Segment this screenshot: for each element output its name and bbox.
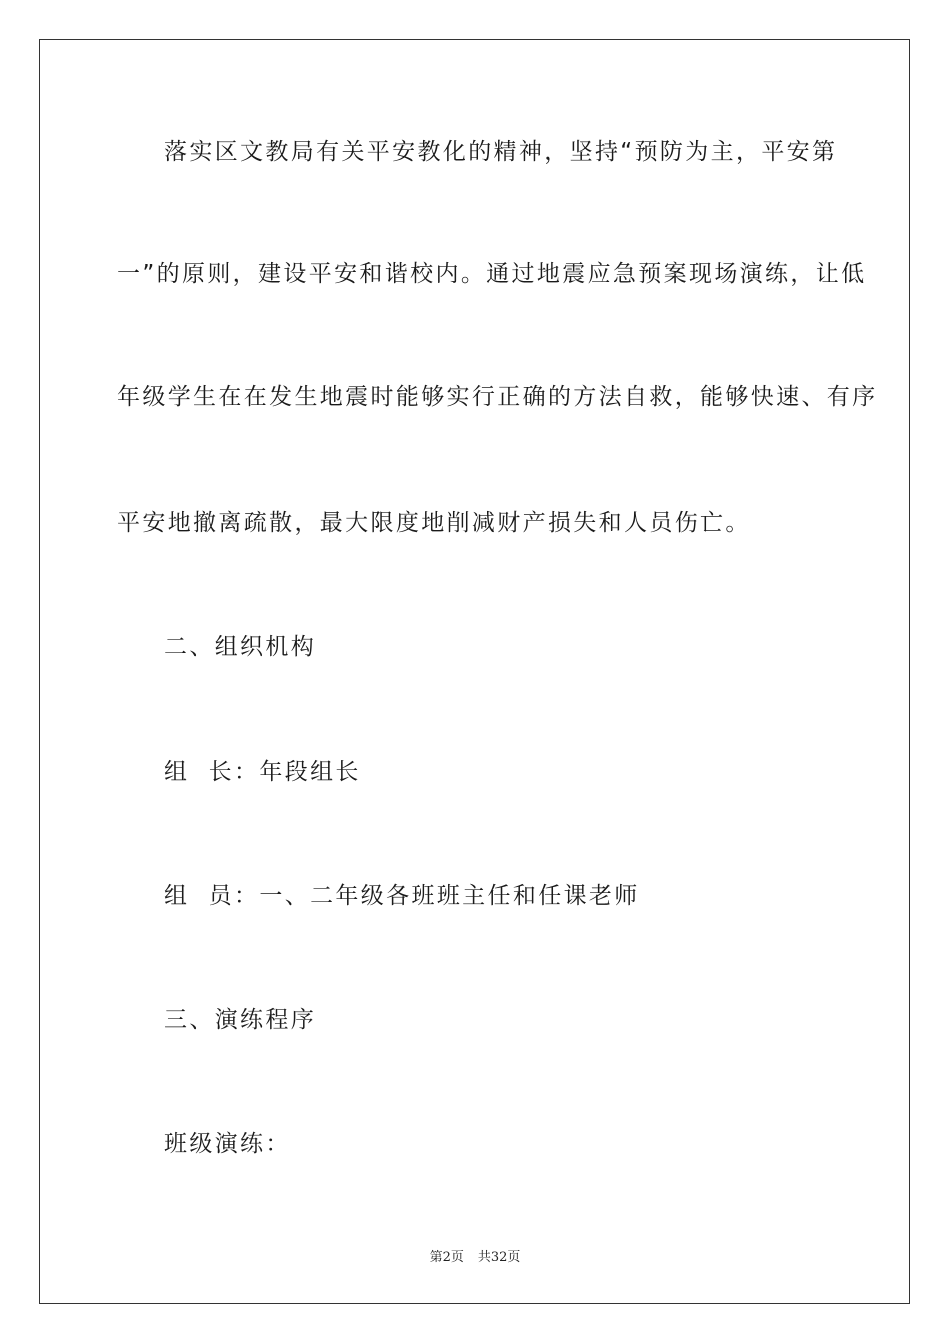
paragraph-line-4: 平安地撤离疏散，最大限度地削减财产损失和人员伤亡。: [117, 510, 751, 536]
page-total: 共32页: [477, 1250, 521, 1265]
leader-line: 组 长：年段组长: [164, 759, 361, 785]
page-border: [39, 39, 910, 1304]
paragraph-line-1: 落实区文教局有关平安教化的精神，坚持“预防为主，平安第: [164, 139, 838, 165]
paragraph-line-2: 一”的原则，建设平安和谐校内。通过地震应急预案现场演练，让低: [117, 261, 867, 287]
member-line: 组 员：一、二年级各班班主任和任课老师: [164, 883, 640, 909]
paragraph-line-3: 年级学生在在发生地震时能够实行正确的方法自救，能够快速、有序: [117, 384, 878, 410]
class-drill-line: 班级演练：: [164, 1131, 291, 1157]
page-number: 第2页: [429, 1250, 464, 1265]
page-footer: [0, 1246, 950, 1265]
section-org-heading: 二、组织机构: [164, 634, 317, 660]
section-drill-heading: 三、演练程序: [164, 1007, 317, 1033]
